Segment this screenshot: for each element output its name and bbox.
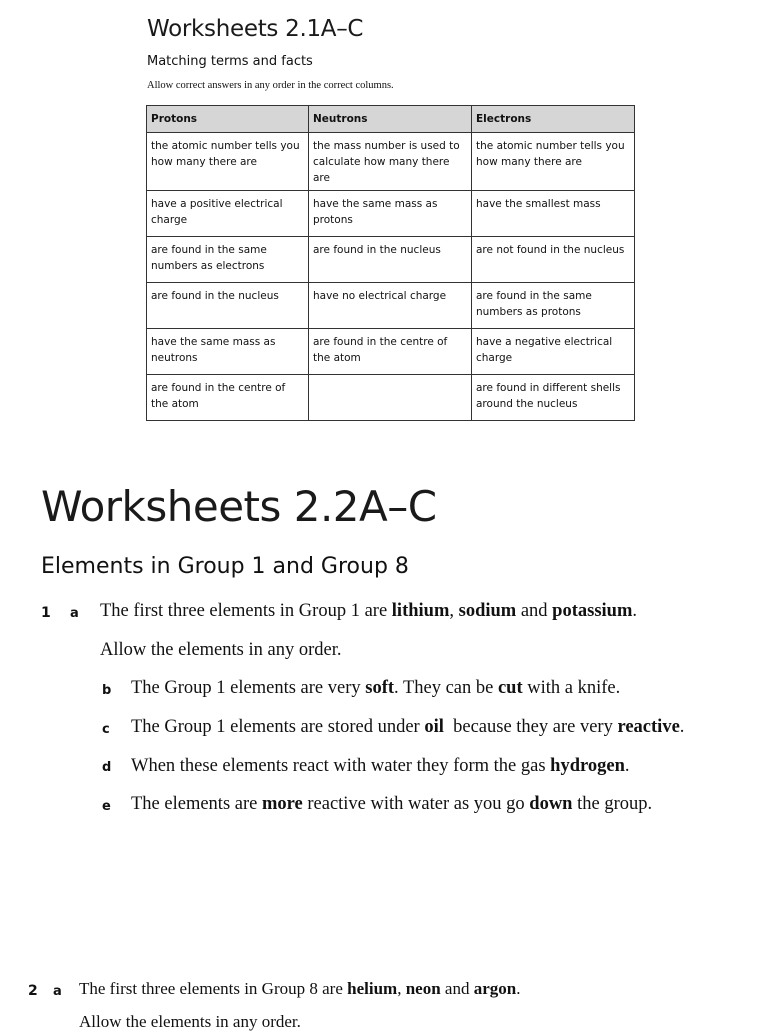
answer-1e: The elements are more reactive with water as you go down the group. — [131, 794, 653, 814]
table-cell — [309, 375, 472, 421]
table-row — [147, 329, 635, 375]
part-letter: e — [102, 799, 111, 814]
answer-2a-note: Allow the elements in any order. — [79, 1012, 301, 1031]
table-cell: have the same mass as neutrons — [147, 329, 309, 375]
matching-table — [146, 105, 635, 421]
question-number: 2 — [28, 983, 38, 999]
header-neutrons: Neutrons — [309, 106, 472, 133]
table-cell: the atomic number tells you how many there are — [147, 133, 309, 191]
table-cell: have the same mass as protons — [309, 191, 472, 237]
table-cell: are found in different shells around the nucleus — [472, 375, 635, 421]
table-cell: are not found in the nucleus — [472, 237, 635, 283]
answer-1a-note: Allow the elements in any order. — [100, 640, 342, 660]
table-row — [147, 133, 635, 191]
header-electrons: Electrons — [472, 106, 635, 133]
part-letter: b — [102, 683, 112, 698]
table-header-row — [147, 106, 635, 133]
worksheet-1-title: Worksheets 2.1A–C — [147, 16, 364, 42]
table-row — [147, 237, 635, 283]
table-cell: are found in the centre of the atom — [309, 329, 472, 375]
worksheet-1-note: Allow correct answers in any order in the correct columns. — [147, 80, 394, 91]
table-cell: have a negative electrical charge — [472, 329, 635, 375]
question-number: 1 — [41, 605, 51, 621]
header-protons: Protons — [147, 106, 309, 133]
worksheet-2-title: Worksheets 2.2A–C — [41, 482, 437, 531]
answer-1a: The first three elements in Group 1 are lithium, sodium and potassium. — [100, 601, 637, 621]
answer-2a: The first three elements in Group 8 are helium, neon and argon. — [79, 979, 521, 998]
part-letter: a — [70, 606, 79, 621]
answer-1d: When these elements react with water they form the gas hydrogen. — [131, 756, 630, 776]
table-cell: the mass number is used to calculate how many there are — [309, 133, 472, 191]
answer-1c: The Group 1 elements are stored under oil because they are very reactive. — [131, 717, 685, 737]
table-row — [147, 375, 635, 421]
table-cell: are found in the centre of the atom — [147, 375, 309, 421]
part-letter: c — [102, 722, 110, 737]
worksheet-1-subtitle: Matching terms and facts — [147, 54, 313, 69]
table-cell: are found in the nucleus — [147, 283, 309, 329]
table-row — [147, 283, 635, 329]
table-cell: the atomic number tells you how many there are — [472, 133, 635, 191]
table-cell: are found in the same numbers as protons — [472, 283, 635, 329]
table-row — [147, 191, 635, 237]
answer-1b: The Group 1 elements are very soft. They can be cut with a knife. — [131, 678, 621, 698]
table-cell: are found in the same numbers as electrons — [147, 237, 309, 283]
table-cell: have a positive electrical charge — [147, 191, 309, 237]
table-cell: have the smallest mass — [472, 191, 635, 237]
worksheet-2-subtitle: Elements in Group 1 and Group 8 — [41, 554, 409, 579]
part-letter: a — [53, 984, 62, 999]
part-letter: d — [102, 760, 112, 775]
table-cell: have no electrical charge — [309, 283, 472, 329]
table-cell: are found in the nucleus — [309, 237, 472, 283]
